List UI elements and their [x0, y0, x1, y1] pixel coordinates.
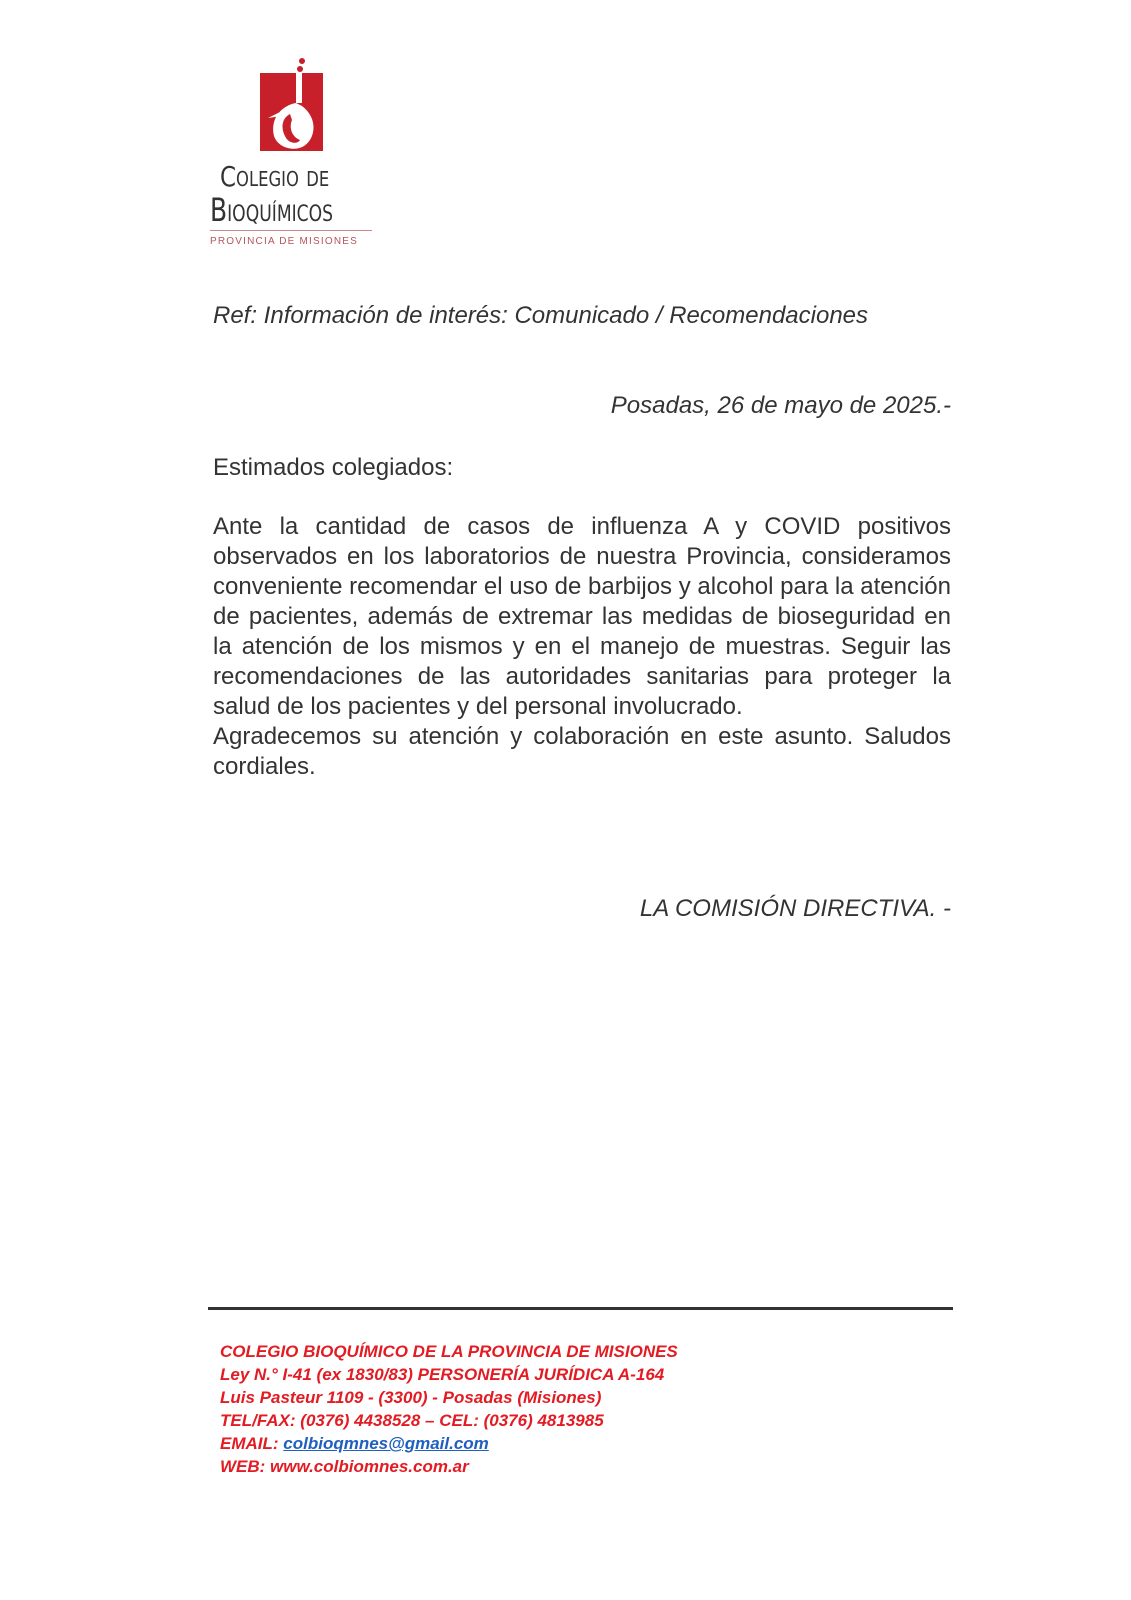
- letter-body: [213, 512, 951, 782]
- signature: LA COMISIÓN DIRECTIVA. -: [639, 895, 951, 922]
- letter-date: Posadas, 26 de mayo de 2025.-: [610, 392, 951, 419]
- body-paragraph: Agradecemos su atención y colaboración en este asunto. Saludos cordiales.: [213, 723, 951, 780]
- logo-divider: [210, 230, 372, 231]
- reference-line: Ref: Información de interés: Comunicado / Recomendaciones: [213, 302, 869, 329]
- organization-logo: [210, 58, 375, 253]
- footer-divider: [208, 1307, 953, 1310]
- body-paragraph: Ante la cantidad de casos de influenza A y COVID positivos observados en los laboratorios de nuestra Provincia, consideramos conveniente recomendar el uso de barbijos y alcohol para la atención de pacientes, además de extremar las medidas de bioseguridad en la atención de los mismos y en el manejo de muestras. Seguir las recomendaciones de las autoridades sanitarias para proteger la salud de los pacientes y del personal involucrado.: [213, 513, 951, 720]
- logo-text-bioquimicos: Bioquímicos: [210, 191, 334, 229]
- footer-org-name: COLEGIO BIOQUÍMICO DE LA PROVINCIA DE MISIONES: [220, 1342, 678, 1361]
- logo-text-colegio: Colegio de: [220, 160, 330, 193]
- flask-logo-icon: [260, 58, 330, 153]
- footer-email-label: EMAIL:: [220, 1434, 284, 1453]
- footer-email-link[interactable]: colbioqmnes@gmail.com: [283, 1434, 489, 1453]
- greeting: Estimados colegiados:: [213, 454, 454, 481]
- footer-web: WEB: www.colbiomnes.com.ar: [220, 1457, 469, 1476]
- footer-phone: TEL/FAX: (0376) 4438528 – CEL: (0376) 4813985: [220, 1411, 604, 1430]
- logo-subtitle: PROVINCIA DE MISIONES: [210, 236, 359, 247]
- footer-email-row: [220, 1432, 678, 1455]
- footer-law: Ley N.° I-41 (ex 1830/83) PERSONERÍA JURÍDICA A-164: [220, 1365, 665, 1384]
- footer-address: Luis Pasteur 1109 - (3300) - Posadas (Misiones): [220, 1388, 602, 1407]
- letterhead-footer: [220, 1340, 678, 1478]
